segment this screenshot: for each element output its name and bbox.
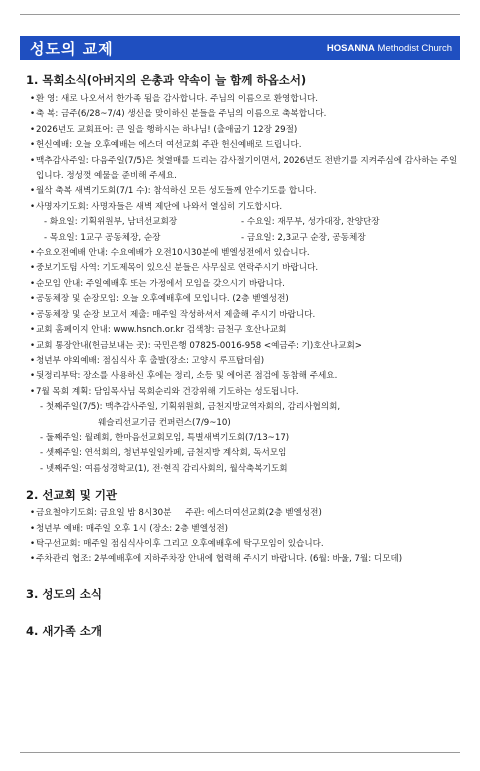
bottom-divider — [20, 752, 460, 753]
prayer-schedule — [26, 215, 460, 246]
schedule-row: - 목요일: 1교구 공동체장, 순장 - 금요일: 2,3교구 순장, 공동체장 — [44, 232, 366, 243]
july-plan-item: - 셋째주일: 연석회의, 청년부일일카페, 금천지방 계삭회, 독서모임 — [40, 448, 287, 459]
church-name — [327, 43, 452, 54]
bulletin-content — [26, 72, 460, 642]
pastoral-news-list — [26, 92, 460, 215]
pastoral-news-list-2 — [26, 246, 460, 400]
july-plan-list — [26, 400, 460, 477]
list-item: •중보기도팀 사역: 기도제목이 있으신 분들은 사무실로 연락주시기 바랍니다. — [30, 263, 319, 274]
homepage-item: •교회 홈페이지 안내: www.hsnch.or.kr 검색창: 금천구 호산나교회 — [30, 325, 287, 336]
list-item: •순모임 안내: 주일예배후 또는 가정에서 모임을 갖으시기 바랍니다. — [30, 278, 285, 289]
banner-title: 성도의 교제 — [30, 39, 114, 58]
section-title-pastoral-news: 1. 목회소식(아버지의 은총과 약속이 늘 함께 하옵소서) — [26, 73, 307, 87]
missions-list — [26, 506, 460, 568]
list-item: •축 복: 금주(6/28~7/4) 생신을 맞이하신 분들을 주님의 이름으로 축복합니다. — [30, 109, 327, 120]
section-title-missions: 2. 선교회 및 기관 — [26, 488, 118, 503]
church-name-bold: HOSANNA — [326, 42, 375, 54]
list-item: •사명자기도회: 사명자들은 새벽 제단에 나와서 열심히 기도합시다. — [30, 201, 283, 212]
section-title-member-news: 3. 성도의 소식 — [26, 586, 102, 601]
list-item: •금요철야기도회: 금요일 밤 8시30분 주관: 에스더여선교회(2층 벧엘성전) — [30, 508, 322, 519]
church-name-rest: Methodist Church — [377, 42, 452, 54]
bank-account-item: •교회 통장안내(헌금보내는 곳): 국민은행 07825-0016-958 <예금주: 기)호산나교회> — [30, 340, 362, 351]
list-item: •7월 목회 계획: 담임목사님 목회순리와 건강위해 기도하는 성도됩니다. — [30, 386, 299, 397]
july-plan-item: - 넷째주일: 여름성경학교(1), 전·현직 감리사회의, 월삭축복기도회 — [40, 463, 288, 474]
list-item: •월삭 축복 새벽기도회(7/1 수): 참석하신 모든 성도들께 안수기도를 합니다. — [30, 186, 317, 197]
list-item: •공동체장 및 순장 보고서 제출: 매주일 작성하셔서 제출해 주시기 바랍니다. — [30, 309, 316, 320]
list-item: •환 영: 새로 나오셔서 한가족 됨을 감사합니다. 주님의 이름으로 환영합니다. — [30, 94, 318, 104]
top-divider — [20, 14, 460, 15]
list-item: •맥추감사주일: 다음주일(7/5)은 첫열매를 드리는 감사절기이면서, 2026년도 전반기를 지켜주심에 감사하는 주일입니다. 정성껏 예물을 준비해 주세요. — [30, 155, 458, 182]
list-item: •주차관리 협조: 2부예배후에 지하주차장 안내에 협력해 주시기 바랍니다. (6월: 바울, 7월: 디모데) — [30, 554, 403, 565]
section-banner — [20, 36, 460, 60]
list-item: •청년부 야외예배: 점심식사 후 출발(장소: 고양시 루프탑더쉼) — [30, 355, 265, 366]
list-item: •뒷정리부탁: 장소를 사용하신 후에는 정리, 소등 및 에어콘 점검에 동참해 주세요. — [30, 371, 338, 382]
section-title-new-family: 4. 새가족 소개 — [26, 623, 102, 638]
list-item: •2026년도 교회표어: 큰 일을 행하시는 하나님! (출애굽기 12장 29절) — [30, 124, 298, 135]
list-item: •공동체장 및 순장모임: 오늘 오후예배후에 모입니다. (2층 벧엘성전) — [30, 294, 289, 305]
list-item: •청년부 예배: 매주일 오후 1시 (장소: 2층 벧엘성전) — [30, 523, 228, 534]
july-plan-item: - 둘째주일: 월례회, 한마음선교회모임, 특별새벽기도회(7/13~17) — [40, 432, 290, 443]
july-plan-item: - 첫째주일(7/5): 맥추감사주일, 기획위원회, 금천지방교역자회의, 감리사협의회, 웨슬리선교기금 컨퍼런스(7/9~10) — [40, 402, 341, 428]
list-item: •헌신예배: 오늘 오후예배는 에스더 여선교회 주관 헌신예배로 드립니다. — [30, 140, 302, 151]
list-item: •탁구선교회: 매주일 점심식사이후 그리고 오후예배후에 탁구모임이 있습니다. — [30, 538, 324, 549]
schedule-row: - 화요일: 기획위원부, 남녀선교회장 - 수요일: 재무부, 성가대장, 찬양단장 — [44, 217, 380, 228]
list-item: •수요오전예배 안내: 수요예배가 오전10시30분에 벧엘성전에서 있습니다. — [30, 248, 310, 259]
